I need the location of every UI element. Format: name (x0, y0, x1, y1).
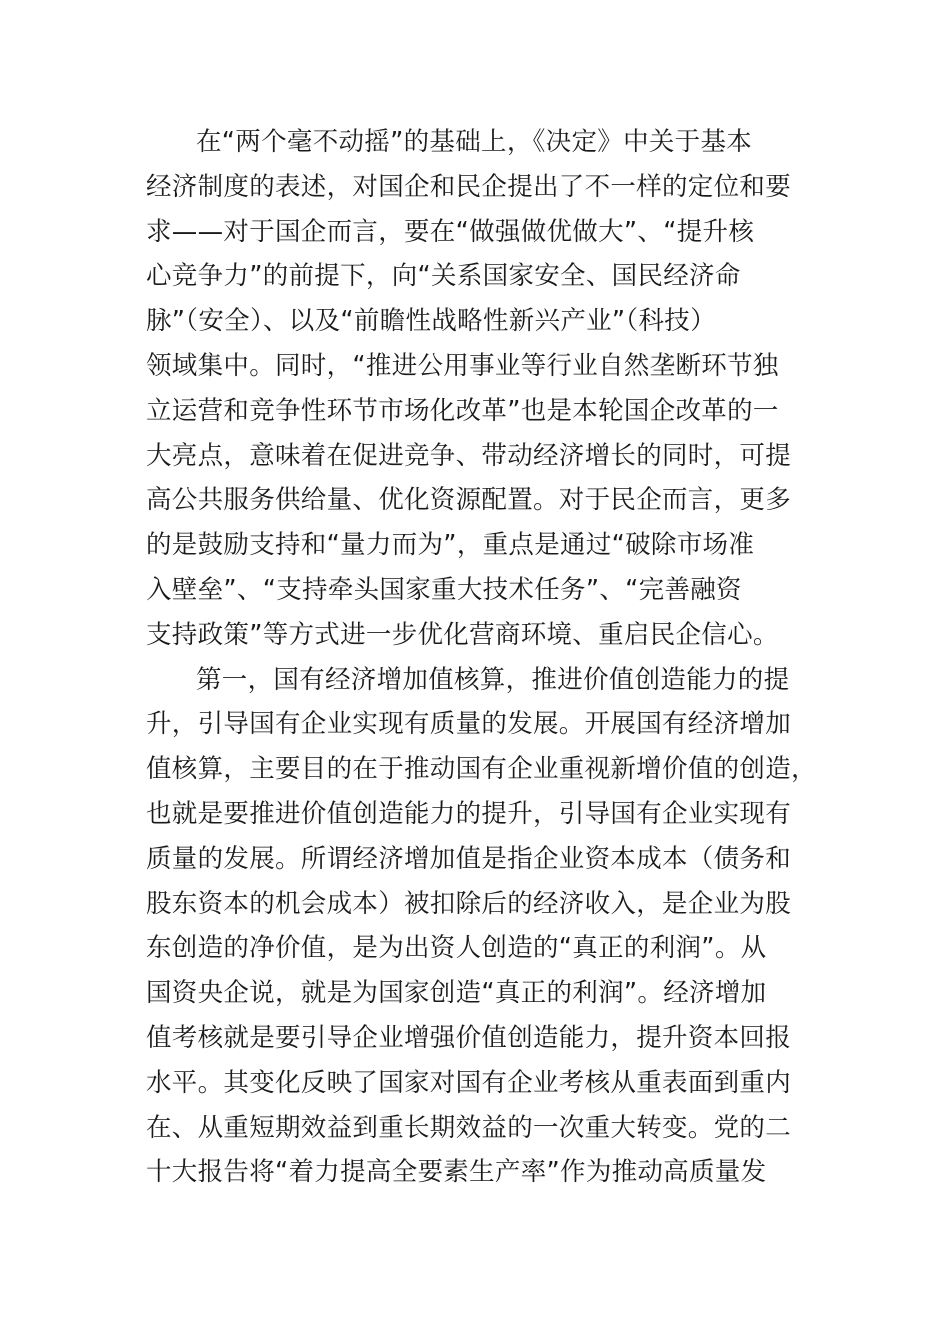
paragraph-line: 十大报告将“着力提高全要素生产率”作为推动高质量发 (146, 1157, 767, 1188)
paragraph-line: 股东资本的机会成本）被扣除后的经济收入，是企业为股 (146, 888, 792, 919)
paragraph-line: 大亮点，意味着在促进竞争、带动经济增长的同时，可提 (146, 440, 792, 471)
paragraph-line: 的是鼓励支持和“量力而为”，重点是通过“破除市场准 (146, 530, 755, 561)
paragraph-line: 质量的发展。所谓经济增加值是指企业资本成本（债务和 (146, 843, 792, 874)
paragraph-line: 值考核就是要引导企业增强价值创造能力，提升资本回报 (146, 1022, 792, 1053)
paragraph-line: 国资央企说，就是为国家创造“真正的利润”。经济增加 (146, 978, 767, 1009)
paragraph-2 (146, 658, 817, 1196)
paragraph-line: 也就是要推进价值创造能力的提升，引导国有企业实现有 (146, 798, 792, 829)
paragraph-line: 立运营和竞争性环节市场化改革”也是本轮国企改革的一 (146, 395, 779, 426)
paragraph-line: 心竞争力”的前提下，向“关系国家安全、国民经济命 (146, 261, 741, 292)
paragraph-line: 经济制度的表述，对国企和民企提出了不一样的定位和要 (146, 171, 792, 202)
paragraph-line: 脉”（安全）、以及“前瞻性战略性新兴产业”（科技） (146, 306, 716, 337)
paragraph-line: 高公共服务供给量、优化资源配置。对于民企而言，更多 (146, 485, 792, 516)
paragraph-line: 支持政策”等方式进一步优化营商环境、重启民企信心。 (146, 619, 779, 650)
paragraph-line: 求——对于国企而言，要在“做强做优做大”、“提升核 (146, 216, 755, 247)
paragraph-line: 入壁垒”、“支持牵头国家重大技术任务”、“完善融资 (146, 574, 742, 605)
paragraph-line: 值核算，主要目的在于推动国有企业重视新增价值的创造， (146, 754, 817, 785)
paragraph-line: 在、从重短期效益到重长期效益的一次重大转变。党的二 (146, 1112, 792, 1143)
document-body (146, 120, 817, 1195)
paragraph-line: 在“两个毫不动摇”的基础上，《决定》中关于基本 (196, 127, 753, 157)
paragraph-line: 东创造的净价值，是为出资人创造的“真正的利润”。从 (146, 933, 767, 964)
paragraph-line: 升，引导国有企业实现有质量的发展。开展国有经济增加 (146, 709, 792, 740)
paragraph-line: 第一，国有经济增加值核算，推进价值创造能力的提 (196, 664, 790, 695)
paragraph-line: 领域集中。同时，“推进公用事业等行业自然垄断环节独 (146, 350, 779, 381)
paragraph-line: 水平。其变化反映了国家对国有企业考核从重表面到重内 (146, 1067, 792, 1098)
paragraph-1 (146, 120, 806, 658)
